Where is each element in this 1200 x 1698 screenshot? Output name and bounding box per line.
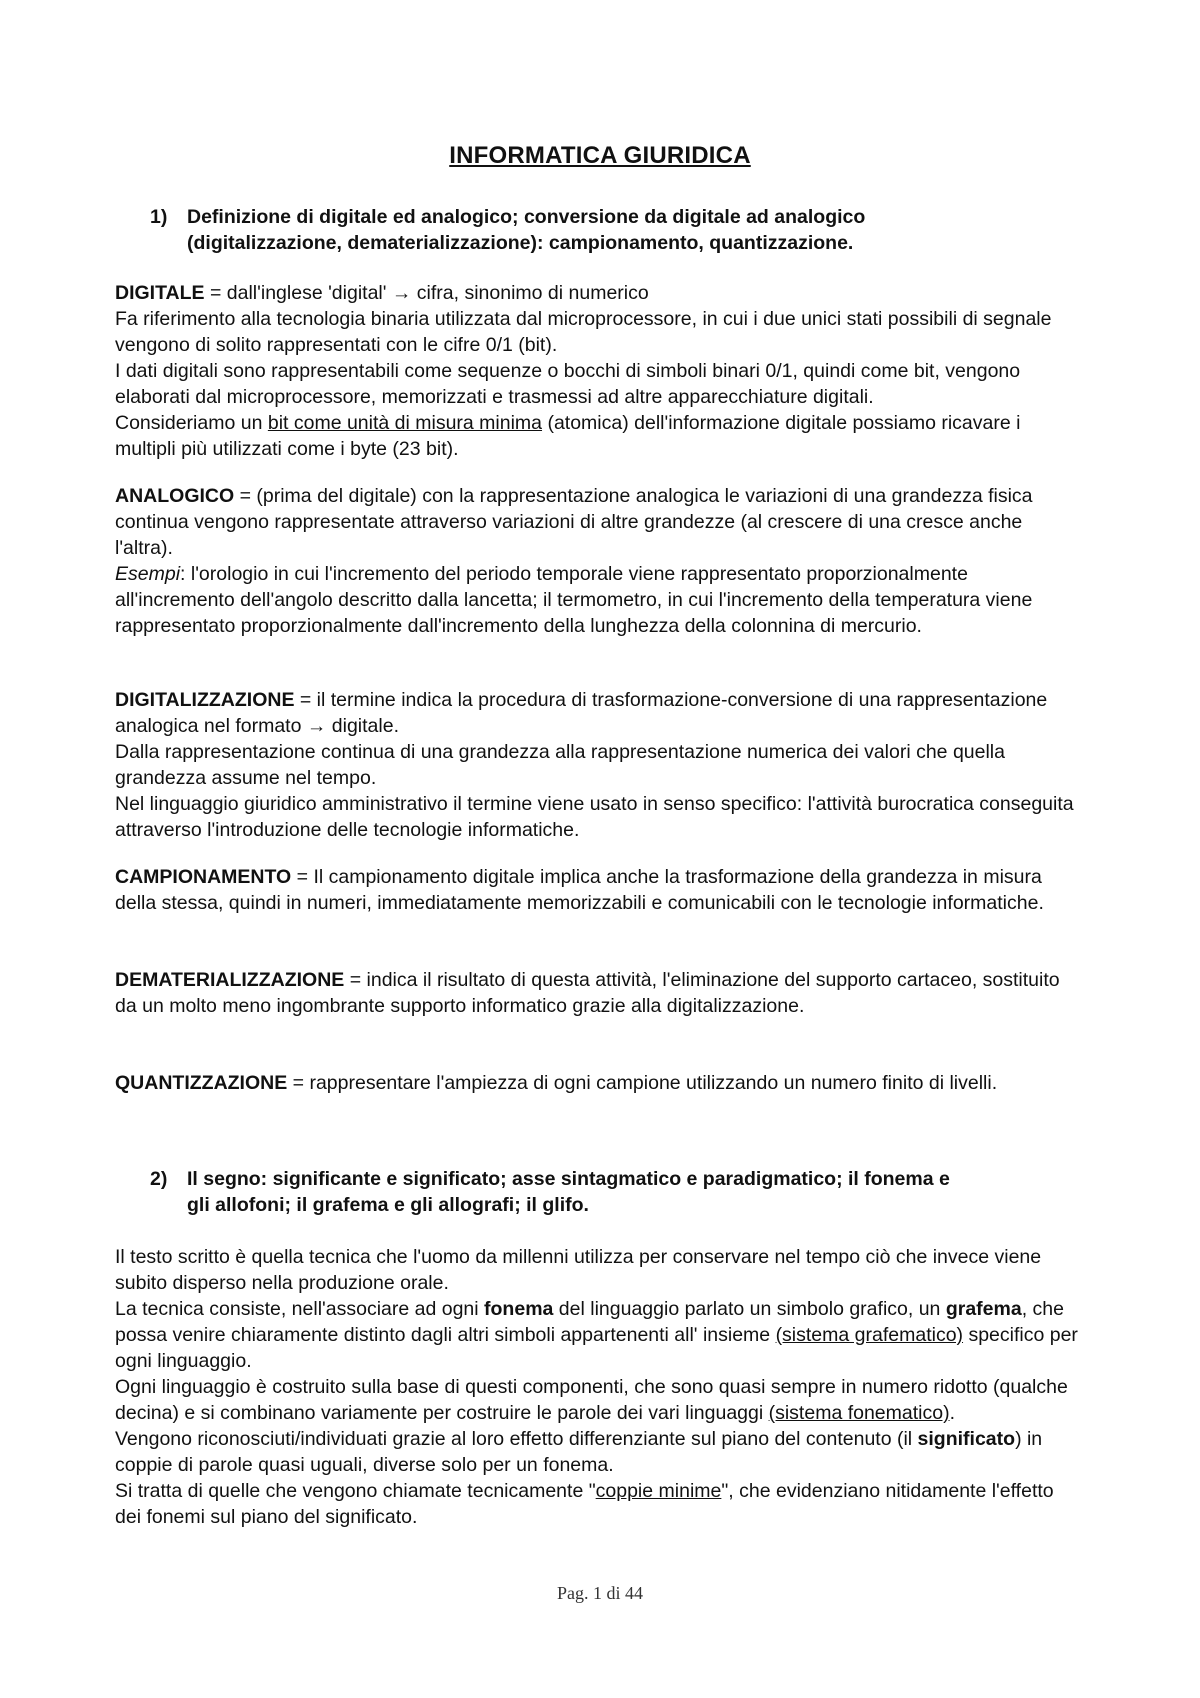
term-analogico: ANALOGICO <box>115 485 235 507</box>
section-analogico: ANALOGICO = (prima del digitale) con la rappresentazione analogica le variazioni di una grandezza fisica continua vengono rappresentate attraverso variazioni di altre grandezze (al crescere di una cresce anche l'altra). Esempi: l'orologio in cui l'incremento del periodo temporale viene rappresentato proporzionalmente all'incremento dell'angolo descritto dalla lancetta; il termometro, in cui l'incremento della temperatura viene rappresentato proporzionalmente dall'incremento della lunghezza della colonnina di mercurio. <box>115 485 1033 637</box>
term-quantizzazione: QUANTIZZAZIONE <box>115 1072 288 1094</box>
definition: = indica il risultato di questa attività, l'eliminazione del supporto cartaceo, sostituito da un molto meno ingombrante supporto informatico grazie alla digitalizzazione. <box>115 969 1060 1017</box>
underlined-text: coppie minime <box>595 1480 722 1502</box>
definition: = (prima del digitale) con la rappresentazione analogica le variazioni di una grandezza fisica continua vengono rappresentate attraverso variazioni di altre grandezze (al crescere di una cresce anche l'altra). <box>115 485 1033 559</box>
definition: = rappresentare l'ampiezza di ogni campione utilizzando un numero finito di livelli. <box>287 1072 998 1094</box>
examples-label: Esempi <box>115 563 181 585</box>
paragraph: Nel linguaggio giuridico amministrativo il termine viene usato in senso specifico: l'attività burocratica conseguita attraverso l'introduzione delle tecnologie informatiche. <box>115 793 1074 841</box>
question-line: gli allofoni; il grafema e gli allografi; il glifo. <box>187 1194 589 1216</box>
term-digitale: DIGITALE <box>115 282 205 304</box>
underlined-text: (sistema fonematico) <box>768 1402 950 1424</box>
definition: = dall'inglese 'digital' → cifra, sinonimo di numerico <box>204 282 649 304</box>
term-fonema: fonema <box>484 1298 554 1320</box>
term-campionamento: CAMPIONAMENTO <box>115 866 292 888</box>
term-digitalizzazione: DIGITALIZZAZIONE <box>115 689 295 711</box>
question-line: Definizione di digitale ed analogico; conversione da digitale ad analogico <box>187 206 866 228</box>
section-campionamento <box>115 864 1085 916</box>
term-significato: significato <box>917 1428 1016 1450</box>
paragraph: I dati digitali sono rappresentabili come sequenze o bocchi di simboli binari 0/1, quindi come bit, vengono elaborati dal microprocessore, memorizzati e trasmessi ad altre apparecchiature digitali. <box>115 360 1021 408</box>
underlined-text: (sistema grafematico) <box>775 1324 964 1346</box>
section-dematerializzazione <box>115 967 1085 1019</box>
term-grafema: grafema <box>945 1298 1022 1320</box>
question-line: (digitalizzazione, dematerializzazione): campionamento, quantizzazione. <box>187 232 854 254</box>
paragraph: Fa riferimento alla tecnologia binaria utilizzata dal microprocessore, in cui i due unici stati possibili di segnale vengono di solito rappresentati con le cifre 0/1 (bit). <box>115 308 1052 356</box>
paragraph: Dalla rappresentazione continua di una grandezza alla rappresentazione numerica dei valori che quella grandezza assume nel tempo. <box>115 741 1005 789</box>
question-number: 1) <box>150 206 168 228</box>
term-dematerializzazione: DEMATERIALIZZAZIONE <box>115 969 345 991</box>
section-quantizzazione <box>115 1068 1085 1099</box>
question-number: 2) <box>150 1168 168 1190</box>
page-title: INFORMATICA GIURIDICA <box>449 142 751 169</box>
section-digitale: DIGITALE = dall'inglese 'digital' → cifra, sinonimo di numerico Fa riferimento alla tecnologia binaria utilizzata dal microprocessore, in cui i due unici stati possibili di segnale vengono di solito rappresentati con le cifre 0/1 (bit). I dati digitali sono rappresentabili come sequenze o bocchi di simboli binari 0/1, quindi come bit, vengono elaborati dal microprocessore, memorizzati e trasmessi ad altre apparecchiature digitali. Consideriamo un bit come unità di misura minima (atomica) dell'informazione digitale possiamo ricavare i multipli più utilizzati come i byte (23 bit). <box>115 280 1085 462</box>
paragraph: Il testo scritto è quella tecnica che l'uomo da millenni utilizza per conservare nel tempo ciò che invece viene subito disperso nella produzione orale. <box>115 1246 1042 1294</box>
underlined-text: bit come unità di misura minima <box>267 412 543 434</box>
definition: = il termine indica la procedura di trasformazione-conversione di una rappresentazione analogica nel formato → digitale. <box>115 689 1048 737</box>
question-line: Il segno: significante e significato; asse sintagmatico e paradigmatico; il fonema e <box>187 1168 950 1190</box>
page-number: Pag. 1 di 44 <box>556 1583 643 1603</box>
section-digitalizzazione <box>115 687 1085 843</box>
definition: = Il campionamento digitale implica anche la trasformazione della grandezza in misura della stessa, quindi in numeri, immediatamente memorizzabili e comunicabili con le tecnologie informatiche. <box>115 866 1044 914</box>
section-segno: Il testo scritto è quella tecnica che l'uomo da millenni utilizza per conservare nel tempo ciò che invece viene subito disperso nella produzione orale. La tecnica consiste, nell'associare ad ogni fonema del linguaggio parlato un simbolo grafico, un grafema, che possa venire chiaramente distinto dagli altri simboli appartenenti all' insieme (sistema grafematico) specifico per ogni linguaggio. Ogni linguaggio è costruito sulla base di questi componenti, che sono quasi sempre in numero ridotto (qualche decina) e si combinano variamente per costruire le parole dei vari linguaggi (sistema fonematico). Vengono riconosciuti/individuati grazie al loro effetto differenziante sul piano del contenuto (il significato) in coppie di parole quasi uguali, diverse solo per un fonema. Si tratta di quelle che vengono chiamate tecnicamente "coppie minime", che evidenziano nitidamente l'effetto dei fonemi sul piano del significato. <box>115 1244 1085 1530</box>
